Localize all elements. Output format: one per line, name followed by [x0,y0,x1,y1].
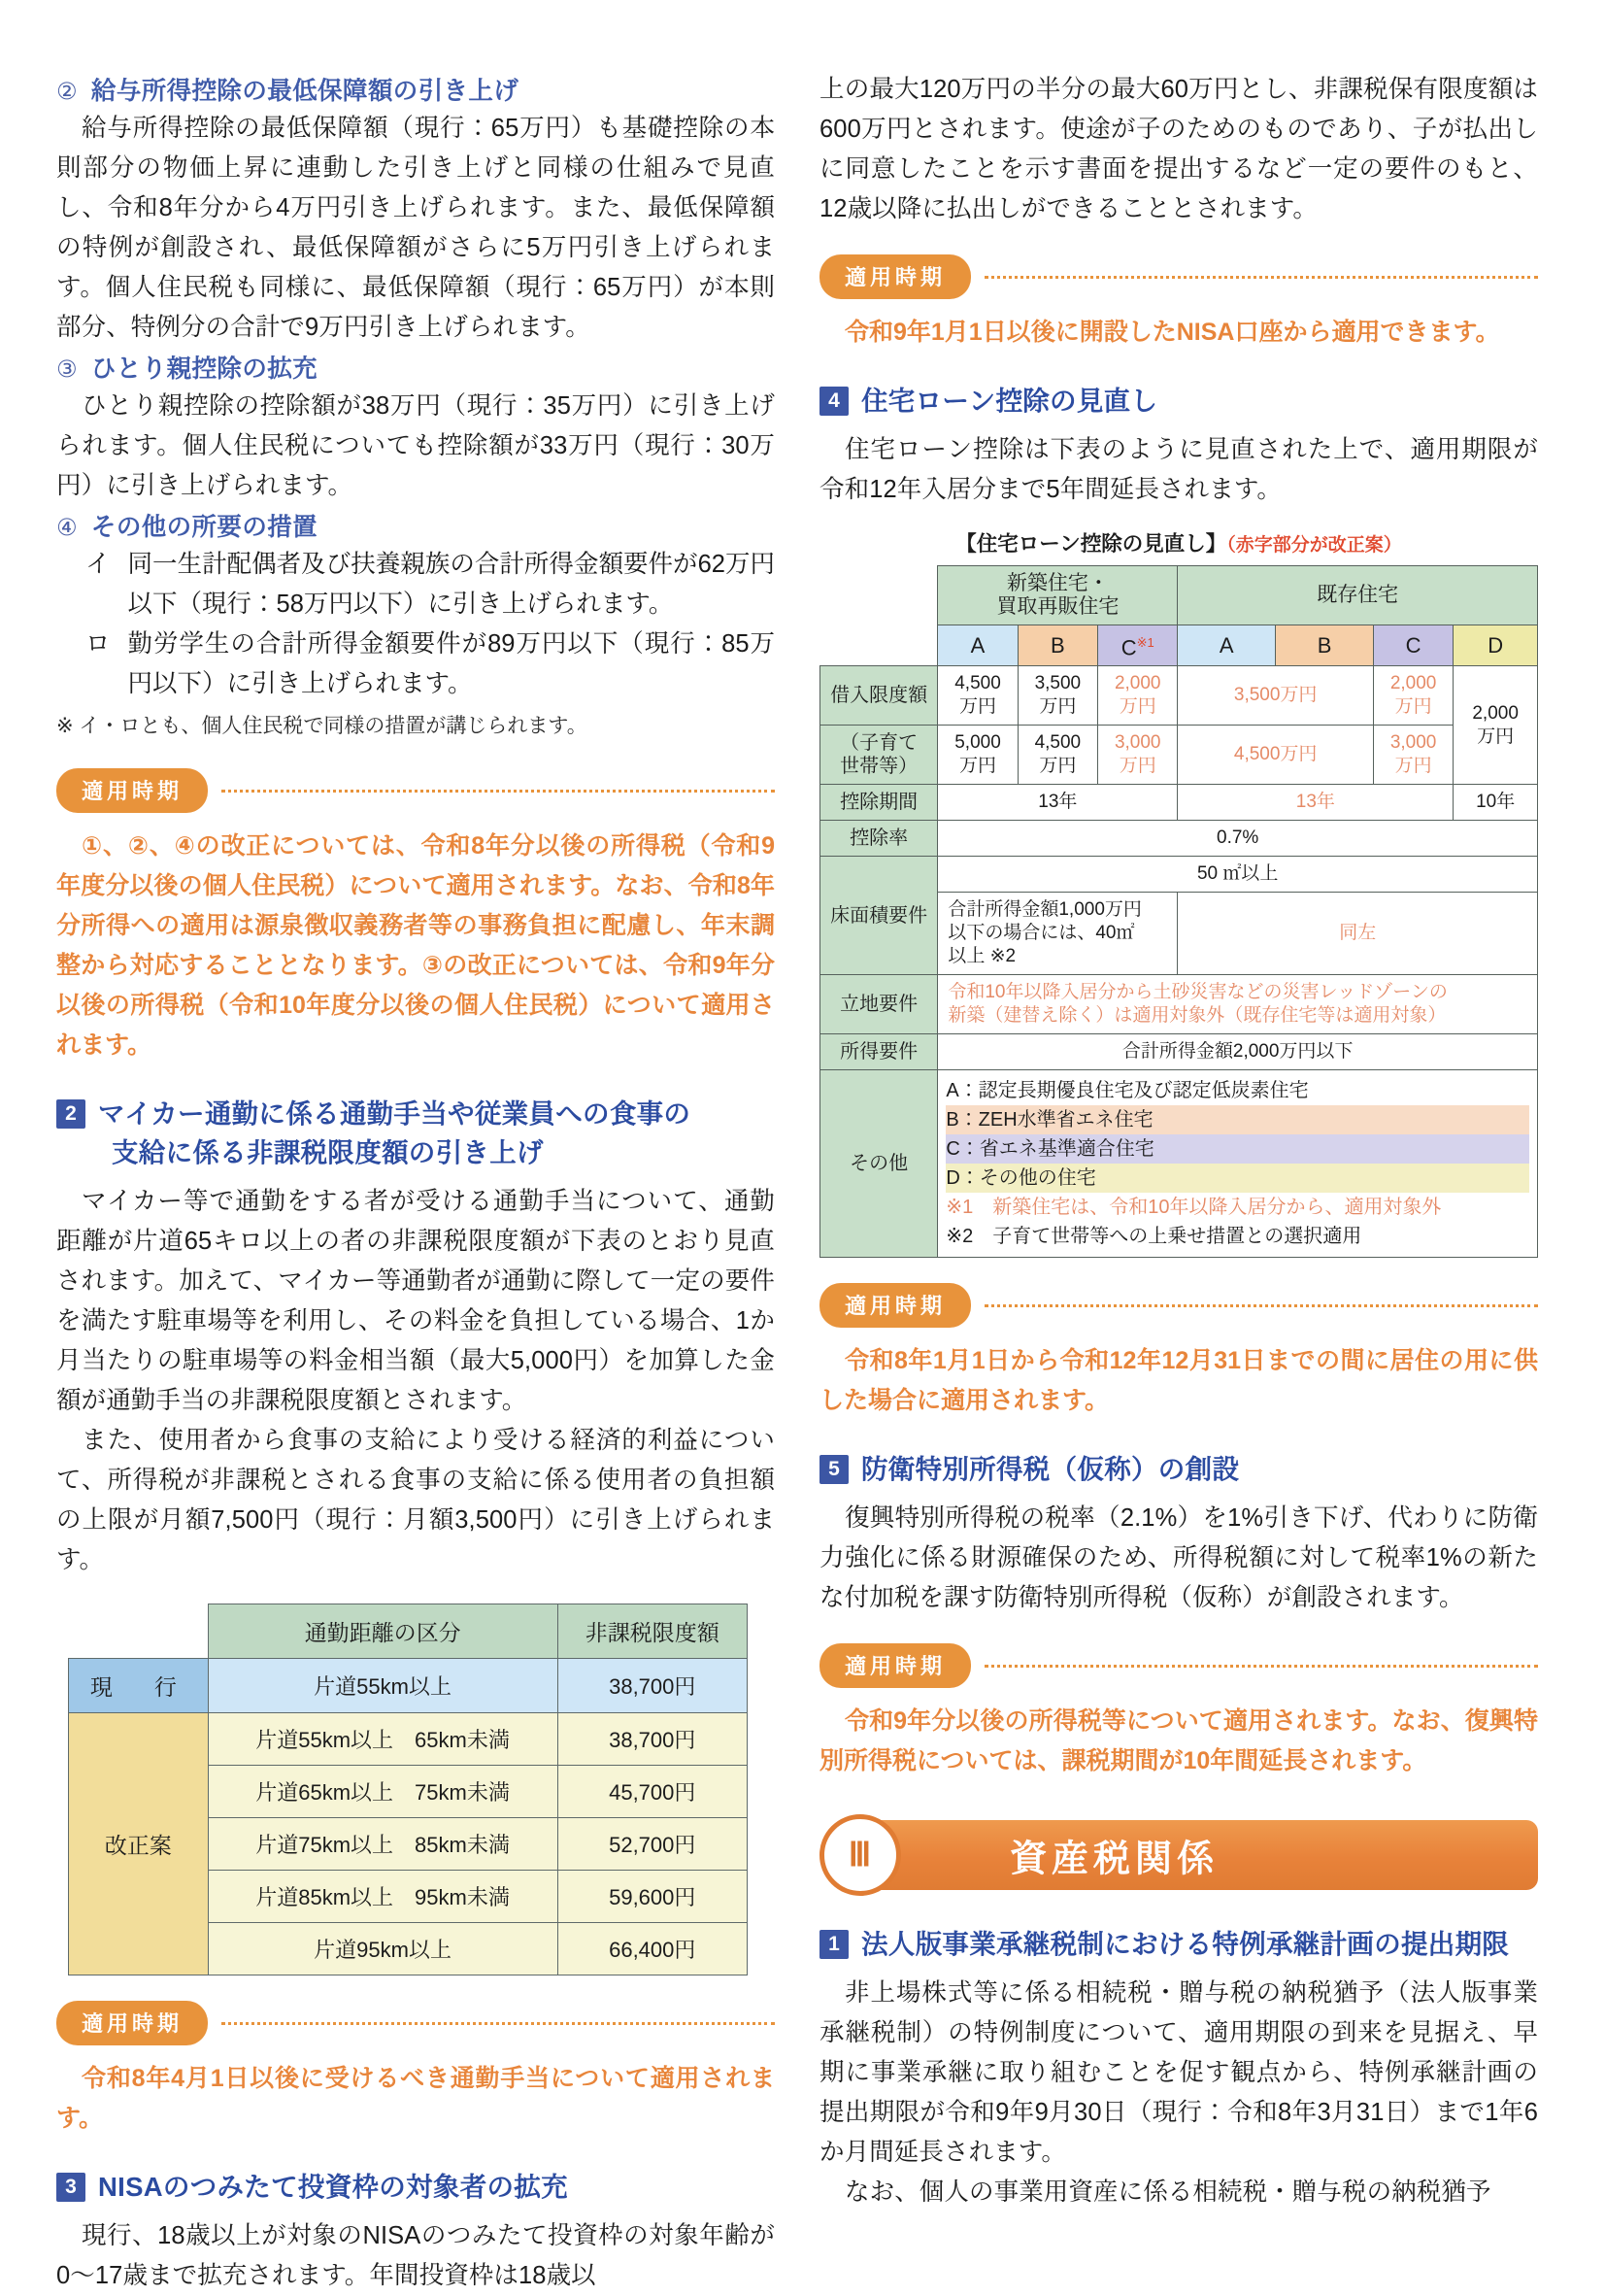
cell-limit: 45,700円 [557,1766,748,1818]
list-item [56,545,775,625]
section-title: 住宅ローン控除の見直し [861,386,1158,416]
row-label-current: 現 行 [69,1659,209,1713]
section-number-badge: 3 [56,2173,85,2202]
apply-period-pill: 適用時期 [819,254,971,299]
cell-period-existing-d: 10年 [1454,785,1538,821]
apply-period-text: 令和9年分以後の所得税等について適用されます。なお、復興特別所得税については、課税期間が10年間延長されます。 [819,1707,1538,1775]
apply-period-pill: 適用時期 [56,2001,208,2045]
paragraph-single-parent-deduction: ひとり親控除の控除額が38万円（現行：35万円）に引き上げられます。個人住民税についても控除額が33万円（現行：30万円）に引き上げられます。 [56,392,775,499]
legend-a: A：認定長期優良住宅及び認定低炭素住宅 [946,1080,1309,1102]
subsection-heading-4 [56,508,775,543]
list-item-text: 勤労学生の合計所得金額要件が89万円以下（現行：85万円以下）に引き上げられます。 [127,630,775,697]
section-heading-2 [56,1095,775,1172]
table-row-childrearing [820,726,1538,785]
cell-distance: 片道85km以上 95km未満 [208,1871,557,1923]
list-item [56,625,775,704]
apply-period-block-2 [56,2001,775,2139]
cell-existing-c: 2,000 万円 [1373,666,1453,726]
section-title-line1: マイカー通勤に係る通勤手当や従業員への食事の [98,1098,691,1129]
subsection-title: ひとり親控除の拡充 [90,355,318,383]
apply-period-text: 令和9年1月1日以後に開設したNISA口座から適用できます。 [845,319,1500,346]
row-header-childrearing: （子育て 世帯等） [820,726,938,785]
col-header-new-a: A [938,625,1018,666]
cell-floor-area-left: 合計所得金額1,000万円 以下の場合には、40㎡ 以上 ※2 [938,893,1178,975]
subsection-number: ③ [56,356,78,383]
apply-period-text: 令和8年4月1日以後に受けるべき通勤手当について適用されます。 [56,2065,775,2132]
apply-period-block-1 [56,768,775,1065]
apply-period-block-5 [819,1643,1538,1781]
cell-new-b: 4,500 万円 [1018,726,1097,785]
table-row-other [820,1070,1538,1258]
subsection-heading-3 [56,350,775,385]
table-row [69,1713,748,1766]
col-header-existing-c: C [1373,625,1453,666]
subsection-title: 給与所得控除の最低保障額の引き上げ [90,78,519,105]
table-corner-cell [820,566,938,666]
dotted-divider [985,276,1538,279]
cell-distance: 片道75km以上 85km未満 [208,1818,557,1871]
chapter-banner [819,1814,1538,1896]
table-row-floor-area-top [820,857,1538,893]
row-label-revised: 改正案 [69,1713,209,1975]
cell-new-c: 2,000 万円 [1098,666,1178,726]
row-header-other: その他 [820,1070,938,1258]
right-column [819,70,1538,2232]
col-header-new-c: $C^{※1}$ [1098,625,1178,666]
group-header-existing-housing: 既存住宅 [1178,566,1538,625]
cell-rate-value: 0.7% [938,821,1538,857]
cell-location-value: 令和10年以降入居分から土砂災害などの災害レッドゾーンの 新築（建替え除く）は適用対象外（既存住宅等は適用対象） [938,975,1538,1034]
list-marker: イ [85,551,111,578]
cell-new-c: 3,000 万円 [1098,726,1178,785]
row-header-rate: 控除率 [820,821,938,857]
cell-limit: 52,700円 [557,1818,748,1871]
cell-limit: 66,400円 [557,1923,748,1975]
subsection-number: ④ [56,515,78,541]
cell-existing-d: 2,000 万円 [1454,666,1538,785]
apply-period-header [819,1643,1538,1688]
section-heading-6 [819,1925,1538,1964]
table-row-location [820,975,1538,1034]
table-header-row [69,1604,748,1659]
section-number-badge: 2 [56,1099,85,1129]
table-row-income [820,1034,1538,1070]
paragraph-defense-tax: 復興特別所得税の税率（2.1%）を1%引き下げ、代わりに防衛力強化に係る財源確保のため、所得税額に対して税率1%の新たな付加税を課す防衛特別所得税（仮称）が創設されます。 [819,1504,1538,1612]
apply-period-block-4 [819,1283,1538,1421]
section-heading-3 [56,2168,775,2207]
apply-period-pill: 適用時期 [56,768,208,813]
col-header-new-b: B [1018,625,1097,666]
col-header-existing-d: D [1454,625,1538,666]
legend-d: D：その他の住宅 [946,1164,1529,1193]
section-title-line2: 支給に係る非課税限度額の引き上げ [112,1137,544,1167]
section-title: 法人版事業承継税制における特例承継計画の提出期限 [861,1929,1510,1960]
cell-distance: 片道65km以上 75km未満 [208,1766,557,1818]
housing-loan-table [819,565,1538,1258]
apply-period-header [56,768,775,813]
legend-b: B：ZEH水準省エネ住宅 [946,1105,1529,1134]
row-header-floor-area: 床面積要件 [820,857,938,975]
cell-floor-area-right: 同左 [1178,893,1538,975]
dotted-divider [985,1304,1538,1307]
list-marker: ロ [85,630,111,658]
row-header-income: 所得要件 [820,1034,938,1070]
table-caption-text: 【住宅ローン控除の見直し】 [955,532,1227,556]
legend-c: C：省エネ基準適合住宅 [946,1134,1529,1164]
commute-distance-table [68,1604,748,1975]
table-corner-cell [69,1604,209,1659]
paragraph-meal-benefit: また、使用者から食事の支給により受ける経済的利益について、所得税が非課税とされる食事の支給に係る使用者の負担額の上限が月額7,500円（現行：月額3,500円）に引き上げられます。 [56,1427,775,1573]
table-caption-note: （赤字部分が改正案） [1226,535,1402,556]
col-header-existing-a: A [1178,625,1276,666]
apply-period-header [56,2001,775,2045]
col-header-existing-b: B [1276,625,1374,666]
apply-period-header [819,1283,1538,1328]
section-number-badge: 5 [819,1455,849,1484]
paragraph-nisa: 現行、18歳以上が対象のNISAのつみたて投資枠の対象年齢が0〜17歳まで拡充されます。年間投資枠は18歳以 [56,2222,775,2289]
table-row-period [820,785,1538,821]
table-row-borrowing-limit [820,666,1538,726]
table-row [69,1659,748,1713]
cell-limit: 59,600円 [557,1871,748,1923]
section-title: NISAのつみたて投資枠の対象者の拡充 [98,2172,568,2202]
table-caption [819,527,1538,557]
group-header-new-housing: 新築住宅・ 買取再販住宅 [938,566,1178,625]
chapter-title: 資産税関係 [1010,1839,1220,1880]
cell-distance: 片道55km以上 [208,1659,557,1713]
table-row-rate [820,821,1538,857]
apply-period-pill: 適用時期 [819,1283,971,1328]
footnote-residents-tax: ※ イ・ロとも、個人住民税で同様の措置が講じられます。 [56,715,587,737]
section-heading-5 [819,1450,1538,1489]
paragraph-business-succession-cont: なお、個人の事業用資産に係る相続税・贈与税の納税猶予 [845,2178,1491,2207]
apply-period-text: ①、②、④の改正については、令和8年分以後の所得税（令和9年度分以後の個人住民税）について適用されます。なお、令和8年分所得への適用は源泉徴収義務者等の事務負担に配慮し、年末調整から対応することとなります。③の改正については、令和9年分以後の所得税（令和10年度分以後の個人住民税）について適用されます。 [56,832,775,1059]
apply-period-text: 令和8年1月1日から令和12年12月31日までの間に居住の用に供した場合に適用されます。 [819,1347,1538,1415]
cell-new-a: 5,000 万円 [938,726,1018,785]
cell-period-existing-abc: 13年 [1178,785,1454,821]
section-number-badge: 4 [819,387,849,416]
section-heading-4 [819,382,1538,421]
paragraph-salary-deduction: 給与所得控除の最低保障額（現行：65万円）も基礎控除の本則部分の物価上昇に連動した引き上げと同様の仕組みで見直し、令和8年分から4万円引き上げられます。また、最低保障額の特例が創設され、最低保障額がさらに5万円引き上げられます。個人住民税も同様に、最低保障額（現行：65万円）が本則部分、特例分の合計で9万円引き上げられます。 [56,115,775,341]
section-title [98,1095,690,1172]
cell-new-a: 4,500 万円 [938,666,1018,726]
cell-distance: 片道95km以上 [208,1923,557,1975]
footnote-marker-1: ※1 [1136,635,1154,650]
cell-income-value: 合計所得金額2,000万円以下 [938,1034,1538,1070]
footnote-1: ※1 新築住宅は、令和10年以降入居分から、適用対象外 [946,1197,1442,1219]
paragraph-commute-allowance: マイカー等で通勤をする者が受ける通勤手当について、通勤距離が片道65キロ以上の者の非課税限度額が下表のとおり見直されます。加えて、マイカー等通勤者が通勤に際して一定の要件を満たす駐車場等を利用し、その料金を負担している場合、1か月当たりの駐車場等の料金相当額（最大5,000円）を加算した金額が通勤手当の非課税限度額とされます。 [56,1188,775,1414]
dotted-divider [221,790,775,793]
apply-period-header [819,254,1538,299]
paragraph-business-succession: 非上場株式等に係る相続税・贈与税の納税猶予（法人版事業承継税制）の特例制度について、適用期限の到来を見据え、早期に事業承継に取り組むことを促す観点から、特例承継計画の提出期限が令和9年9月30日（現行：令和8年3月31日）まで1年6か月間延長されます。 [819,1979,1538,2167]
paragraph-housing-loan: 住宅ローン控除は下表のように見直された上で、適用期限が令和12年入居分まで5年間延長されます。 [819,436,1538,503]
cell-existing-c: 3,000 万円 [1373,726,1453,785]
cell-existing-ab: 3,500万円 [1178,666,1374,726]
cell-other-content [938,1070,1538,1258]
section-number-badge: 1 [819,1930,849,1959]
list-item-text: 同一生計配偶者及び扶養親族の合計所得金額要件が62万円以下（現行：58万円以下）に引き上げられます。 [127,551,775,618]
cell-limit: 38,700円 [557,1713,748,1766]
apply-period-pill: 適用時期 [819,1643,971,1688]
chapter-numeral: Ⅲ [819,1814,901,1896]
paragraph-nisa-continued: 上の最大120万円の半分の最大60万円とし、非課税保有限度額は600万円とされます。使途が子のためのものであり、子が払出しに同意したことを示す書面を提出するなど一定の要件のもと、12歳以降に払出しができることとされます。 [819,76,1538,222]
cell-existing-ab: 4,500万円 [1178,726,1374,785]
cell-period-new: 13年 [938,785,1178,821]
row-header-period: 控除期間 [820,785,938,821]
cell-limit: 38,700円 [557,1659,748,1713]
dotted-divider [985,1665,1538,1668]
subsection-title: その他の所要の措置 [90,514,318,541]
left-column [56,70,775,2289]
table-group-header-row [820,566,1538,625]
cell-distance: 片道55km以上 65km未満 [208,1713,557,1766]
column-header-distance: 通勤距離の区分 [208,1604,557,1659]
column-header-limit: 非課税限度額 [557,1604,748,1659]
footnote-2: ※2 子育て世帯等への上乗せ措置との選択適用 [946,1226,1362,1248]
row-header-borrowing-limit: 借入限度額 [820,666,938,726]
subsection-number: ② [56,79,78,105]
row-header-location: 立地要件 [820,975,938,1034]
cell-new-b: 3,500 万円 [1018,666,1097,726]
subsection-heading-2 [56,72,775,107]
dotted-divider [221,2022,775,2025]
cell-floor-area-top: 50 ㎡以上 [938,857,1538,893]
section-title: 防衛特別所得税（仮称）の創設 [861,1454,1240,1485]
apply-period-block-3 [819,254,1538,353]
